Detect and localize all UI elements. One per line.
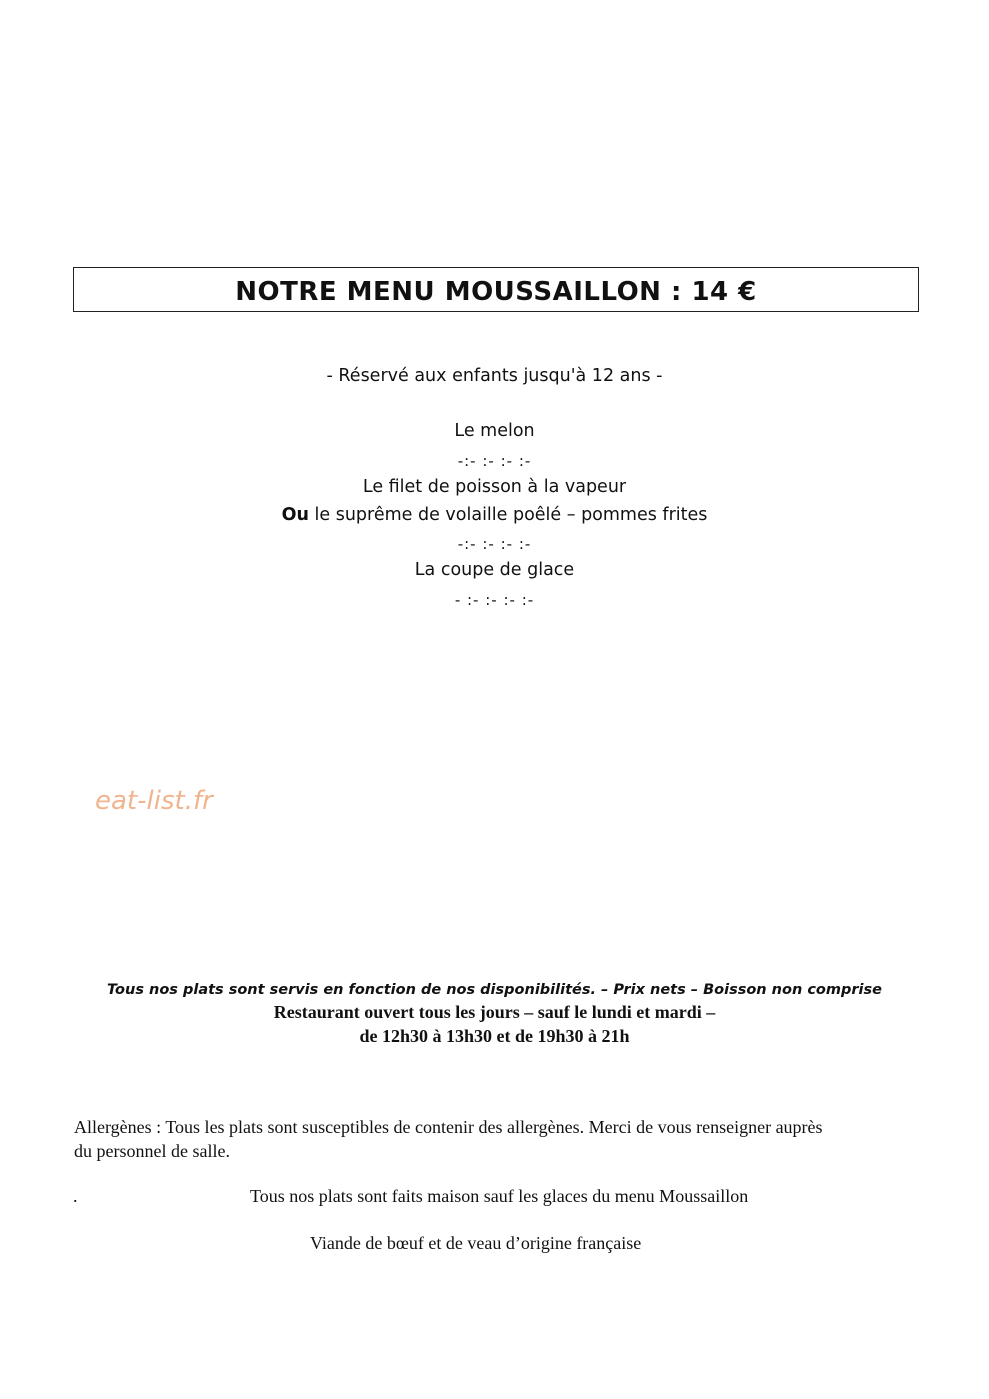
main-option-2	[0, 505, 989, 525]
end-separator: - :- :- :- :-	[454, 591, 535, 609]
menu-subtitle: - Réservé aux enfants jusqu'à 12 ans -	[326, 366, 663, 386]
menu-title-box	[73, 267, 919, 312]
menu-title: NOTRE MENU MOUSSAILLON : 14 €	[235, 276, 757, 307]
or-label: Ou	[281, 505, 309, 525]
starter-item: Le melon	[454, 421, 535, 441]
dessert-item: La coupe de glace	[414, 560, 575, 580]
allergens-line-2: du personnel de salle.	[74, 1141, 230, 1161]
stray-dot: .	[73, 1186, 78, 1206]
main-option-2-text: le suprême de volaille poêlé – pommes frites	[308, 505, 708, 525]
separator: -:- :- :- :-	[457, 452, 532, 470]
hours-line-2: de 12h30 à 13h30 et de 19h30 à 21h	[359, 1026, 630, 1046]
footer-notice: Tous nos plats sont servis en fonction de nos disponibilités. – Prix nets – Boisson non comprise	[107, 982, 882, 998]
separator: -:- :- :- :-	[457, 535, 532, 553]
allergens-line-1: Allergènes : Tous les plats sont susceptibles de contenir des allergènes. Merci de vous renseigner auprès	[74, 1117, 823, 1137]
meat-origin: Viande de bœuf et de veau d’origine française	[310, 1233, 642, 1253]
watermark: eat-list.fr	[95, 786, 213, 816]
main-option-1: Le filet de poisson à la vapeur	[362, 477, 627, 497]
homemade-notice: Tous nos plats sont faits maison sauf les glaces du menu Moussaillon	[250, 1186, 749, 1206]
hours-line-1: Restaurant ouvert tous les jours – sauf le lundi et mardi –	[273, 1002, 716, 1022]
